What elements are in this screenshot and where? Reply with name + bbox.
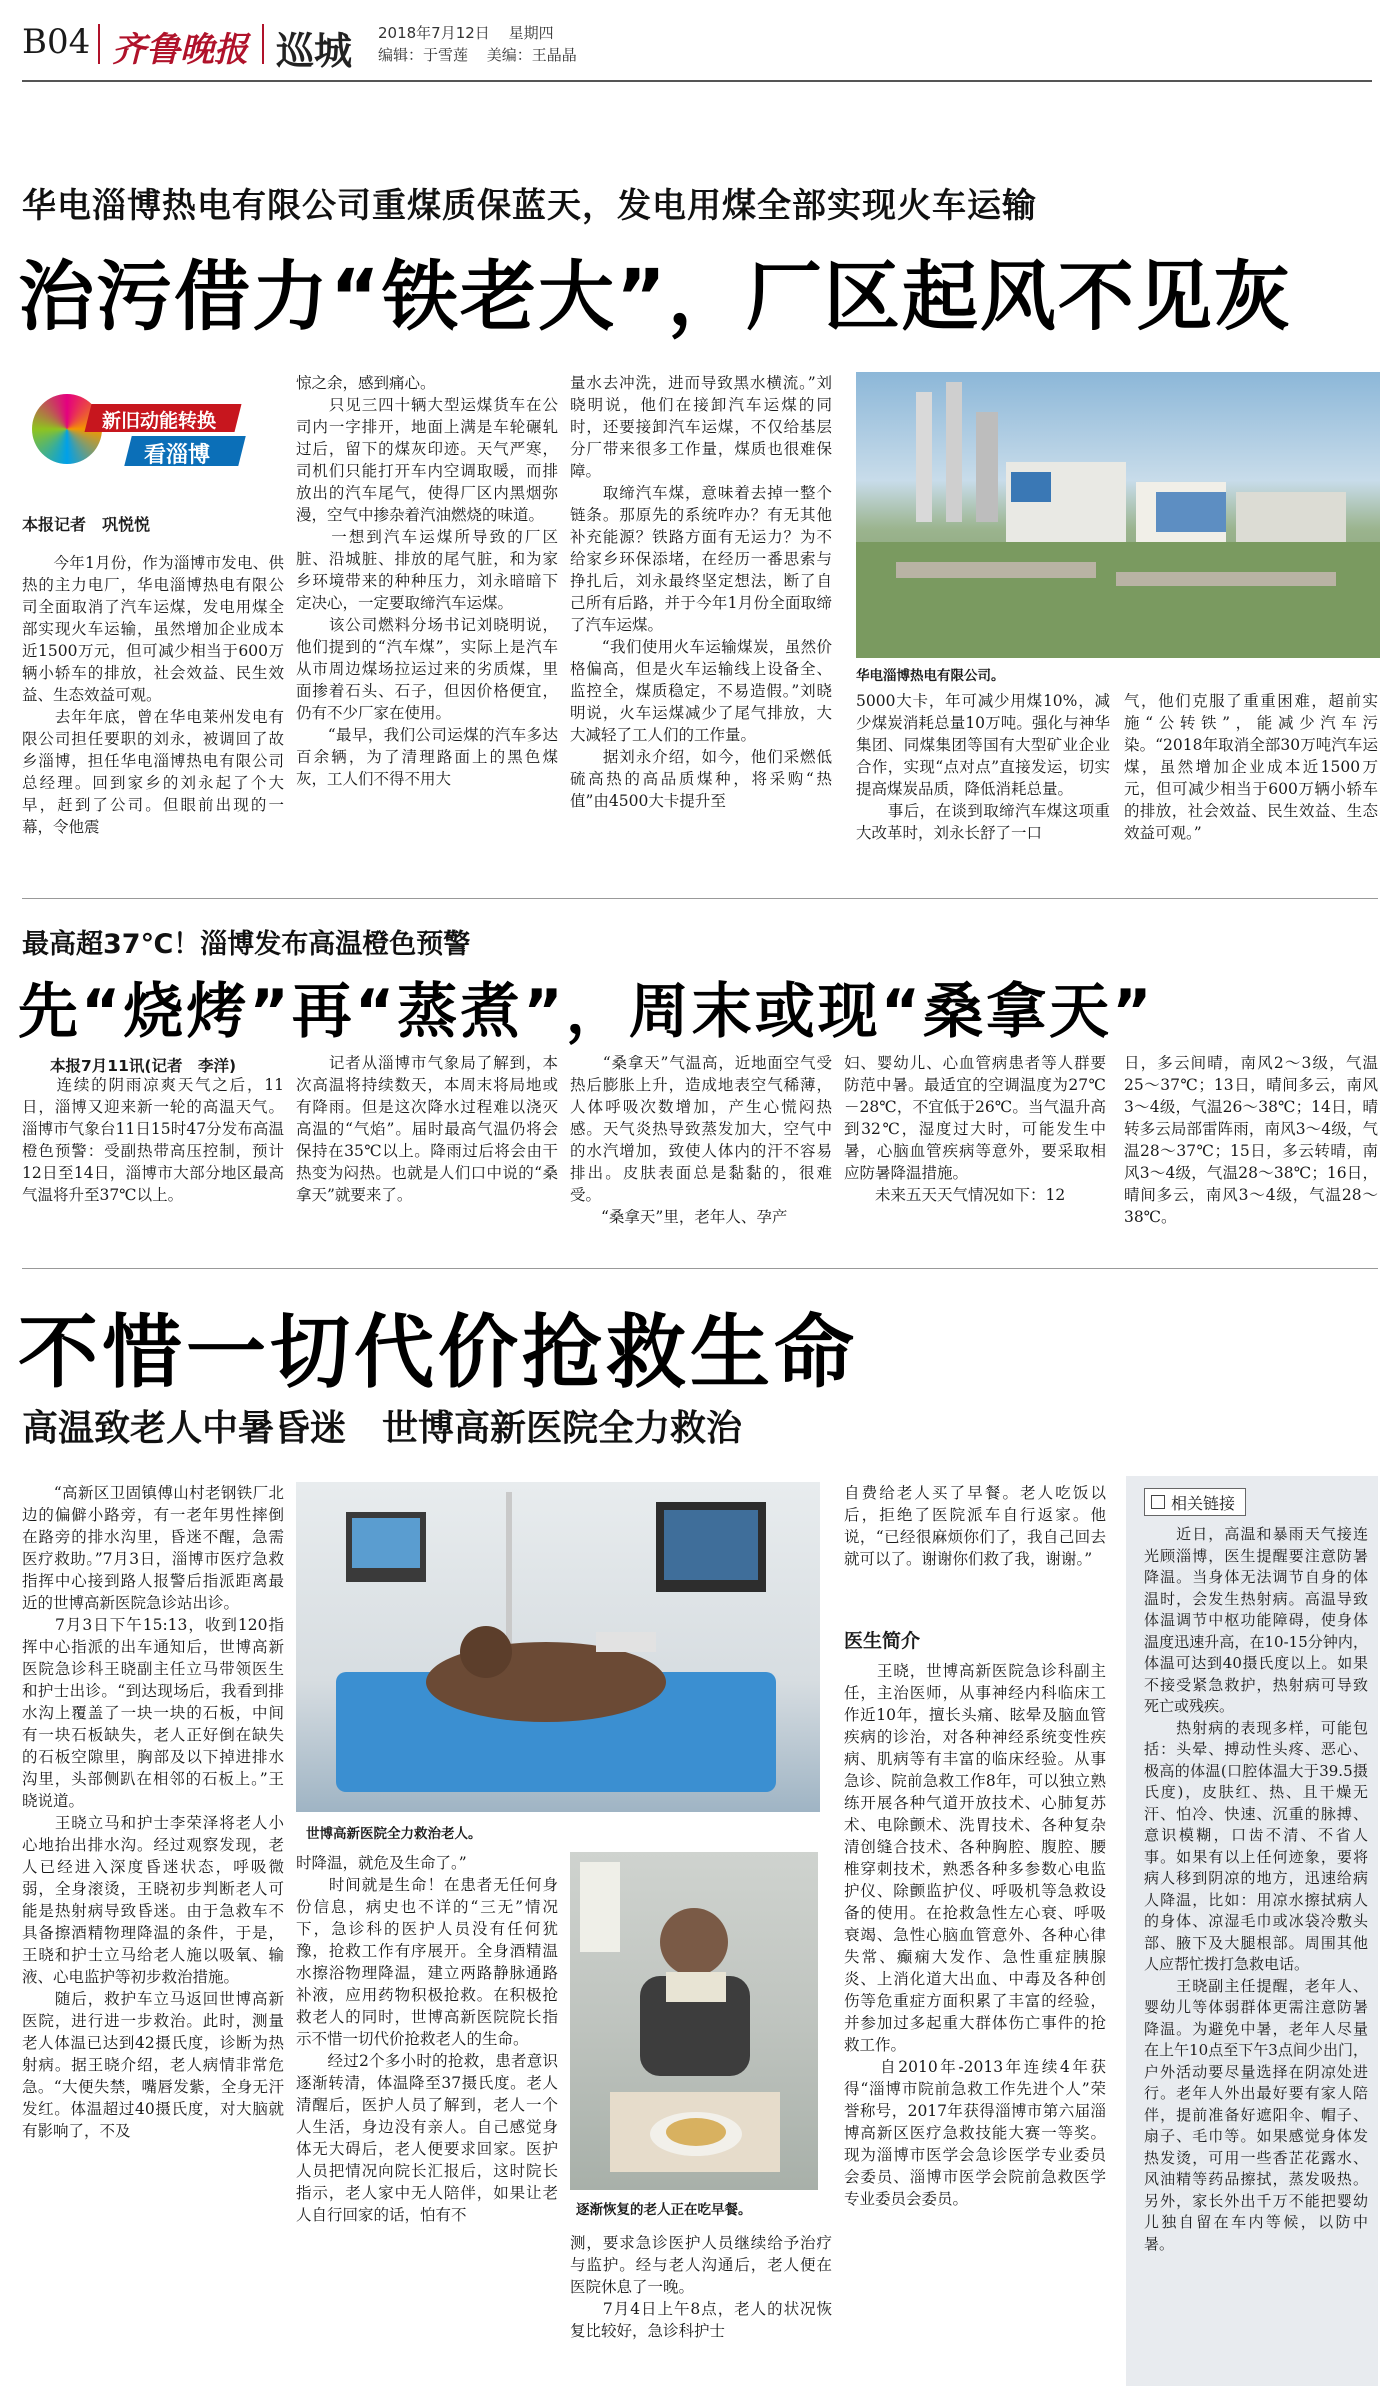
related-links-icon [1151,1495,1165,1509]
issue-date [378,22,554,43]
page-number: B04 [22,22,91,62]
story2-bottom-rule [22,1268,1378,1269]
story1-col5: 气，他们克服了重重困难，超前实施“公转铁”，能减少汽车污染。“2018年取消全部30万吨汽车运煤，虽然增加企业成本近1500万元，但可减少相当于600万辆小轿车的排放，社会效益、民生效益、生态效益可观。” [1124,692,1378,842]
story2-kicker: 最高超37℃！淄博发布高温橙色预警 [22,929,471,960]
story3-subhead: 高温致老人中暑昏迷 世博高新医院全力救治 [22,1408,743,1449]
story3-col3: 测，要求急诊医护人员继续给予治疗与监护。经与老人沟通后，老人便在医院休息了一晚。 7月4日上午8点，老人的状况恢复比较好，急诊科护士 [570,2234,832,2340]
doctor-profile-title: 医生简介 [844,1630,921,1652]
editor-credit: 编辑：于雪莲 [378,46,469,64]
story2-col1: 连续的阴雨凉爽天气之后，11日，淄博又迎来新一轮的高温天气。淄博市气象台11日15时47分发布高温橙色预警：受副热带高压控制，预计12日至14日，淄博市大部分地区最高气温将升至37℃以上。 [22,1076,284,1204]
date-text: 2018年7月12日 [378,24,490,42]
hospital-rescue-photo-caption: 世博高新医院全力救治老人。 [306,1826,482,1842]
masthead-divider-1 [98,24,100,64]
power-plant-photo-caption: 华电淄博热电有限公司。 [856,668,1005,684]
story2-col3: “桑拿天”气温高，近地面空气受热后膨胀上升，造成地表空气稀薄，人体呼吸次数增加，产生心慌闷热感。天气炎热导致蒸发加大，空气中的水汽增加，致使人体内的汗不容易排出。皮肤表面总是黏黏的，很难受。 “桑拿天”里，老年人、孕产 [570,1054,832,1226]
breakfast-illustration [570,1852,818,2190]
story2-col5: 日，多云间晴，南风2～3级，气温25～37℃；13日，晴间多云，南风3～4级，气温26～38℃；14日，晴转多云局部雷阵雨，南风3～4级，气温28～37℃；15日，多云转晴，南风3～4级，气温28～38℃；16日，晴间多云，南风3～4级，气温28～38℃。 [1124,1054,1378,1226]
masthead-divider-2 [262,24,264,64]
related-links-title: 相关链接 [1171,1494,1236,1513]
story2-col2: 记者从淄博市气象局了解到，本次高温将持续数天，本周末将局地或有降雨。但是这次降水过程难以浇灭高温的“气焰”。届时最高气温仍将会保持在35℃以上。降雨过后将会由干热变为闷热。也就是人们口中说的“桑拿天”就要来了。 [296,1054,558,1204]
related-links-header [1144,1488,1246,1516]
story3-col1: “高新区卫固镇傅山村老钢铁厂北边的偏僻小路旁，有一老年男性摔倒在路旁的排水沟里，昏迷不醒，急需医疗救助。”7月3日，淄博市医疗急救指挥中心接到路人报警后指派距离最近的世博高新医院急诊站出诊。 7月3日下午15:13，收到120指挥中心指派的出车通知后，世博高新医院急诊科王晓副主任立马带领医生和护士出诊。“到达现场后，我看到排水沟上覆盖了一块一块的石板，中间有一块石板缺失，老人正好倒在缺失的石板空隙里，胸部及以下掉进排水沟里，头部侧趴在相邻的石板上。”王晓说道。 王晓立马和护士李荣泽将老人小心地抬出排水沟。经过观察发现，老人已经进入深度昏迷状态，呼吸微弱，全身滚烫，王晓初步判断老人可能是热射病导致昏迷。由于急救车不具备擦酒精物理降温的条件，于是，王晓和护士立马给老人施以吸氧、输液、心电监护等初步救治措施。 随后，救护车立马返回世博高新医院，进行进一步救治。此时，测量老人体温已达到42摄氏度，诊断为热射病。据王晓介绍，老人病情非常危急。“大便失禁，嘴唇发紫，全身无汗发红。体温超过40摄氏度，对大脑就有影响了，不及 [22,1484,284,2140]
plant-illustration [856,372,1380,658]
column-badge [32,390,252,472]
story1-col2: 惊之余，感到痛心。 只见三四十辆大型运煤货车在公司内一字排开，地面上满是车轮碾轧过后，留下的煤灰印迹。天气严寒，司机们只能打开车内空调取暖，而排放出的汽车尾气，使得厂区内黑烟弥漫，空气中掺杂着汽油燃烧的味道。 一想到汽车运煤所导致的厂区脏、沿城脏、排放的尾气脏，和为家乡环境带来的种种压力，刘永暗暗下定决心，一定要取缔汽车运煤。 该公司燃料分场书记刘晓明说，他们提到的“汽车煤”，实际上是汽车从市周边煤场拉运过来的劣质煤，里面掺着石头、石子，但因价格便宜，仍有不少厂家在使用。 “最早，我们公司运煤的汽车多达百余辆，为了清理路面上的黑色煤灰，工人们不得不用大 [296,374,558,788]
story1-col4: 5000大卡，年可减少用煤10%，减少煤炭消耗总量10万吨。强化与神华集团、同煤集团等国有大型矿业企业合作，实现“点对点”直接发运，切实提高煤炭品质，降低消耗总量。 事后，在谈到取缔汽车煤这项重大改革时，刘永长舒了一口 [856,692,1110,842]
credits [378,44,577,65]
hospital-rescue-photo [296,1482,820,1812]
story2-col4: 妇、婴幼儿、心血管病患者等人群要防范中暑。最适宜的空调温度为27℃－28℃，不宜低于26℃。当气温升高到32℃，湿度过大时，可能发生中暑，心脑血管疾病等意外，要采取相应防暑降温措施。 未来五天天气情况如下：12 [844,1054,1106,1204]
power-plant-photo [856,372,1380,658]
story2-headline: 先“烧烤”再“蒸煮”，周末或现“桑拿天” [18,977,1155,1047]
badge-line2: 看淄博 [144,443,211,468]
rescue-illustration [296,1482,820,1812]
story1-kicker: 华电淄博热电有限公司重煤质保蓝天，发电用煤全部实现火车运输 [22,186,1037,226]
designer-credit: 美编：王晶晶 [486,46,577,64]
badge-line1: 新旧动能转换 [102,410,217,432]
story3-headline: 不惜一切代价抢救生命 [18,1306,858,1399]
breakfast-photo [570,1852,818,2190]
story2-byline: 本报7月11讯(记者 李洋) [50,1057,237,1075]
newspaper-logo: 齐鲁晚报 [112,30,248,70]
story1-col1: 今年1月份，作为淄博市发电、供热的主力电厂，华电淄博热电有限公司全面取消了汽车运煤，发电用煤全部实现火车运输，虽然增加企业成本近1500万元，但可减少相当于600万辆小轿车的排放，社会效益、民生效益、生态效益可观。 去年年底，曾在华电莱州发电有限公司担任要职的刘永，被调回了故乡淄博，担任华电淄博热电有限公司总经理。回到家乡的刘永起了个大早，赶到了公司。但眼前出现的一幕，令他震 [22,554,284,836]
story1-headline: 治污借力“铁老大”，厂区起风不见灰 [18,252,1292,341]
section-name: 巡城 [276,29,353,73]
story1-col3: 量水去冲洗，进而导致黑水横流。”刘晓明说，他们在接卸汽车运煤的同时，还要接卸汽车运煤，不仅给基层分厂带来很多工作量，煤质也很难保障。 取缔汽车煤，意味着去掉一整个链条。那原先的系统咋办？有无其他补充能源？铁路方面有无运力？为不给家乡环保添堵，在经历一番思索与挣扎后，刘永最终坚定想法，断了自己所有后路，并于今年1月份全面取缔了汽车运煤。 “我们使用火车运输煤炭，虽然价格偏高，但是火车运输线上设备全、监控全，煤质稳定，不易造假。”刘晓明说，火车运煤减少了尾气排放，大大减轻了工人们的工作量。 据刘永介绍，如今，他们采燃低硫高热的高品质煤种，将采购“热值”由4500大卡提升至 [570,374,832,810]
breakfast-photo-caption: 逐渐恢复的老人正在吃早餐。 [576,2202,752,2218]
related-links-text: 近日，高温和暴雨天气接连光顾淄博，医生提醒要注意防暑降温。当身体无法调节自身的体温时，会发生热射病。高温导致体温调节中枢功能障碍，使身体温度迅速升高，在10-15分钟内，体温可达到40摄氏度以上。如果不接受紧急救护，热射病可导致死亡或残疾。 热射病的表现多样，可能包括：头晕、搏动性头疼、恶心、极高的体温(口腔体温大于39.5摄氏度)，皮肤红、热、且干燥无汗、怕冷、快速、沉重的脉搏、意识模糊，口齿不清、不省人事。如果有以上任何迹象，要将病人移到阴凉的地方，迅速给病人降温，比如：用凉水擦拭病人的身体、凉湿毛巾或冰袋冷敷头部、腋下及大腿根部。周围其他人应帮忙拨打急救电话。 王晓副主任提醒，老年人、婴幼儿等体弱群体更需注意防暑降温。为避免中暑，老年人尽量在上午10点至下午3点间少出门，户外活动要尽量选择在阴凉处进行。老年人外出最好要有家人陪伴，提前准备好遮阳伞、帽子、扇子、毛巾等。如果感觉身体发热发烫，可用一些香芷花露水、风油精等药品擦拭，蒸发吸热。另外，家长外出千万不能把婴幼儿独自留在车内等候，以防中暑。 [1144,1525,1368,2253]
doctor-profile-text: 王晓，世博高新医院急诊科副主任，主治医师，从事神经内科临床工作近10年，擅长头痛、眩晕及脑血管疾病的诊治，对各种神经系统变性疾病、肌病等有丰富的临床经验。从事急诊、院前急救工作8年，可以独立熟练开展各种气道开放技术、心肺复苏术、电除颤术、洗胃技术、各种复杂清创缝合技术、各种胸腔、腹腔、腰椎穿刺技术，熟悉各种多参数心电监护仪、除颤监护仪、呼吸机等急救设备的使用。在抢救急性左心衰、呼吸衰竭、急性心脑血管意外、各种心律失常、癫痫大发作、急性重症胰腺炎、上消化道大出血、中毒及各种创伤等危重症方面积累了丰富的经验，并参加过多起重大群体伤亡事件的抢救工作。 自2010年-2013年连续4年获得“淄博市院前急救工作先进个人”荣誉称号，2017年获得淄博市第六届淄博高新区医疗急救技能大赛一等奖。现为淄博市医学会急诊医学专业委员会委员、淄博市医学会院前急救医学专业委员会委员。 [844,1662,1106,2208]
story3-col4: 自费给老人买了早餐。老人吃饭以后，拒绝了医院派车自行返家。他说，“已经很麻烦你们了，我自己回去就可以了。谢谢你们救了我，谢谢。” [844,1484,1106,1568]
story1-bottom-rule [22,898,1378,899]
story1-byline: 本报记者 巩悦悦 [22,515,151,534]
story3-col2: 时降温，就危及生命了。” 时间就是生命！在患者无任何身份信息，病史也不详的“三无”情况下，急诊科的医护人员没有任何犹豫，抢救工作有序展开。全身酒精温水擦浴物理降温，建立两路静脉通路补液，应用药物积极抢救。在积极抢救老人的同时，世博高新医院院长指示不惜一切代价抢救老人的生命。 经过2个多小时的抢救，患者意识逐渐转清，体温降至37摄氏度。老人清醒后，医护人员了解到，老人一个人生活，身边没有亲人。自己感觉身体无大碍后，老人便要求回家。医护人员把情况向院长汇报后，这时院长指示，老人家中无人陪伴，如果让老人自行回家的话，怕有不 [296,1854,558,2224]
masthead-rule [22,80,1372,82]
weekday-text: 星期四 [508,24,554,42]
